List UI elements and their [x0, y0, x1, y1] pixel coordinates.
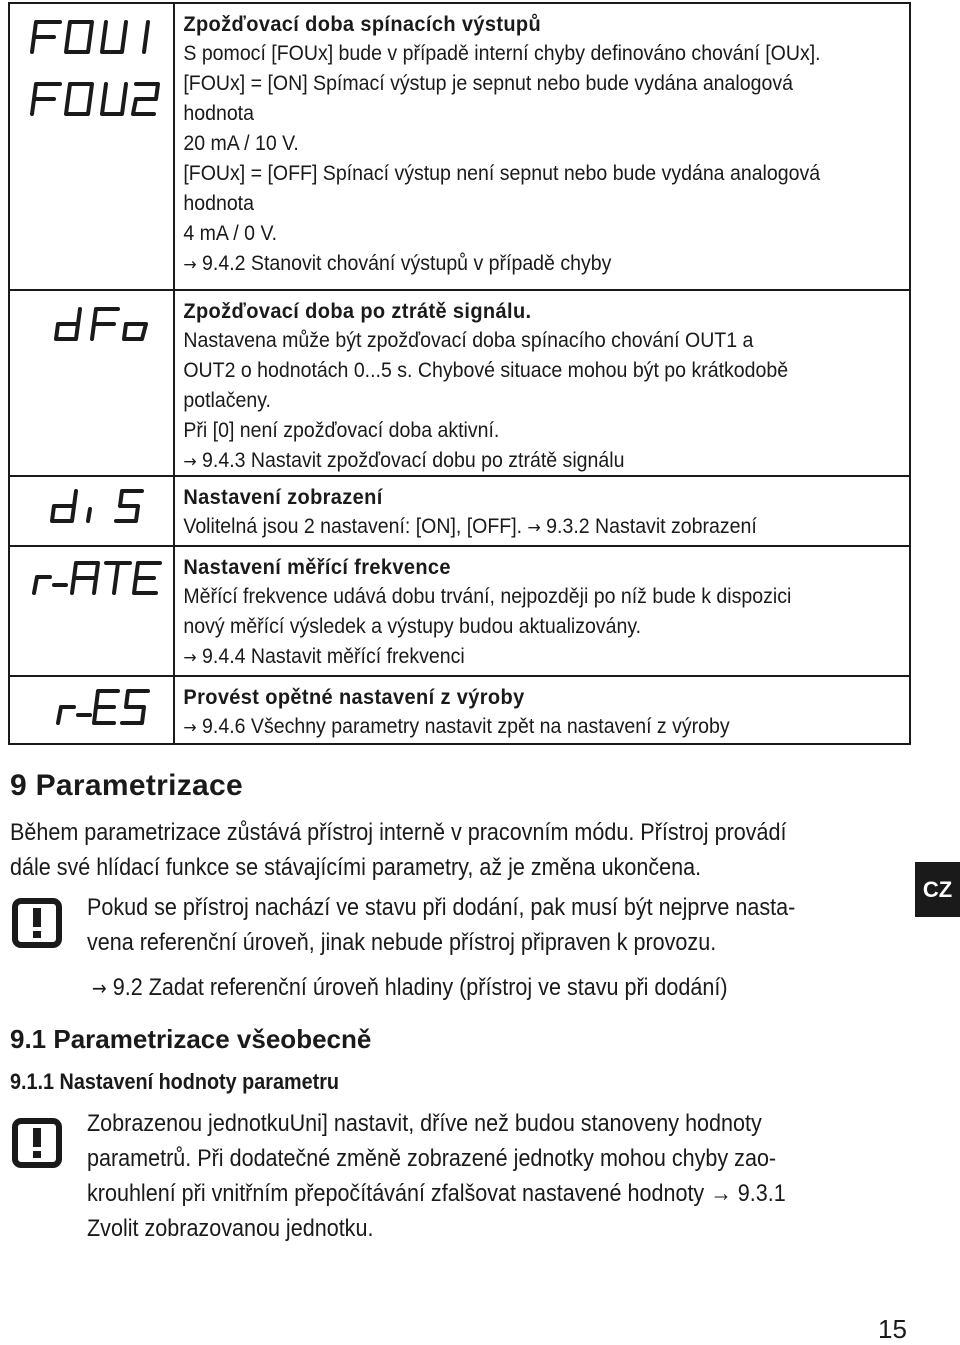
- reference-text: 9.2 Zadat referenční úroveň hladiny (přístroj ve stavu při dodání): [112, 974, 728, 1001]
- warning-line: vena referenční úroveň, jinak nebude přístroj připraven k provozu.: [87, 929, 717, 956]
- param-desc-fou: [175, 4, 858, 289]
- param-row-fou: [10, 4, 909, 289]
- warning-line: krouhlení při vnitřním přepočítávání zfalšovat nastavené hodnoty → 9.3.1: [87, 1180, 786, 1207]
- arrow-right-icon: →: [527, 518, 541, 538]
- param-reference-text: 9.4.2 Stanovit chování výstupů v případě chyby: [202, 252, 612, 275]
- warning-2-text: [87, 1106, 786, 1246]
- param-line: Měřící frekvence udává dobu trvání, nejpozději po níž bude k dispozici: [183, 585, 792, 608]
- parameter-table: [8, 2, 911, 745]
- section-title: 9 Parametrizace: [10, 769, 243, 802]
- warning-1-reference: [92, 970, 728, 1006]
- seven-segment-res-display: [10, 677, 173, 745]
- seven-segment-dfo-display: [10, 291, 173, 477]
- param-line: Nastavena může být zpožďovací doba spínacího chování OUT1 a: [183, 329, 754, 352]
- language-badge: CZ: [915, 862, 960, 917]
- param-row-res: [10, 675, 909, 743]
- intro-line: Během parametrizace zůstává přístroj interně v pracovním módu. Přístroj provádí: [10, 819, 787, 846]
- exclamation-mark-glyph: [18, 1124, 56, 1162]
- param-reference-text: 9.4.4 Nastavit měřící frekvenci: [202, 645, 465, 668]
- warning-line: Pokud se přístroj nachází ve stavu při dodání, pak musí být nejprve nasta-: [87, 894, 796, 921]
- arrow-right-icon: →: [183, 648, 197, 668]
- param-reference: [183, 712, 850, 743]
- param-desc-dfo: [175, 291, 858, 475]
- param-desc-dis: [175, 477, 858, 545]
- warning-line: Zvolit zobrazovanou jednotku.: [87, 1215, 374, 1242]
- param-reference-text: 9.4.6 Všechny parametry nastavit zpět na nastavení z výroby: [202, 715, 730, 738]
- warning-1-text: [87, 890, 795, 960]
- param-reference: [183, 446, 850, 477]
- page-number: 15: [878, 1314, 907, 1344]
- subsubsection-title: 9.1.1 Nastavení hodnoty parametru: [10, 1069, 340, 1094]
- arrow-right-icon: →: [183, 452, 197, 472]
- param-reference: [183, 249, 850, 280]
- param-line: 20 mA / 10 V.: [183, 132, 299, 155]
- seven-segment-dis-display: [10, 477, 173, 547]
- param-line: S pomocí [FOUx] bude v případě interní chyby definováno chování [OUx].: [183, 42, 821, 65]
- param-line: hodnota: [183, 192, 254, 215]
- param-title: Zpožďovací doba po ztrátě signálu.: [183, 299, 532, 323]
- param-title: Provést opětné nastavení z výroby: [183, 685, 525, 709]
- param-reference-text: 9.4.3 Nastavit zpožďovací dobu po ztrátě signálu: [202, 449, 625, 472]
- param-desc-rate: [175, 547, 858, 675]
- seven-segment-fou-display: [10, 4, 173, 289]
- seven-segment-rate-display: [10, 547, 173, 677]
- param-code-dis: [10, 477, 175, 545]
- param-code-fou: [10, 4, 175, 289]
- param-line: Při [0] není zpožďovací doba aktivní.: [183, 419, 500, 442]
- param-line-text: Volitelná jsou 2 nastavení: [ON], [OFF].: [183, 515, 523, 538]
- intro-line: dále své hlídací funkce se stávajícími parametry, až je změna ukončena.: [10, 854, 702, 881]
- param-title: Nastavení zobrazení: [183, 485, 383, 509]
- param-desc-res: [175, 677, 858, 743]
- param-line: [FOUx] = [OFF] Spínací výstup není sepnut nebo bude vydána analogová: [183, 162, 821, 185]
- param-code-dfo: [10, 291, 175, 475]
- param-code-res: [10, 677, 175, 743]
- param-line: nový měřící výsledek a výstupy budou aktualizovány.: [183, 615, 642, 638]
- section-intro: [10, 815, 786, 885]
- param-reference-text: 9.3.2 Nastavit zobrazení: [546, 515, 757, 538]
- param-code-rate: [10, 547, 175, 675]
- exclamation-icon: [12, 898, 62, 948]
- param-title: Nastavení měřící frekvence: [183, 555, 451, 579]
- exclamation-icon: [12, 1118, 62, 1168]
- warning-line: Zobrazenou jednotkuUni] nastavit, dříve než budou stanoveny hodnoty: [87, 1110, 762, 1137]
- subsection-title: 9.1 Parametrizace všeobecně: [10, 1024, 372, 1054]
- param-row-dis: [10, 475, 909, 545]
- param-reference: [183, 642, 850, 673]
- param-line: hodnota: [183, 102, 254, 125]
- arrow-right-icon: →: [183, 718, 197, 738]
- param-row-dfo: [10, 289, 909, 475]
- param-line: [FOUx] = [ON] Spímací výstup je sepnut nebo bude vydána analogová: [183, 72, 793, 95]
- param-line: 4 mA / 0 V.: [183, 222, 278, 245]
- exclamation-mark-glyph: [18, 904, 56, 942]
- arrow-right-icon: →: [183, 255, 197, 275]
- param-row-rate: [10, 545, 909, 675]
- param-line: OUT2 o hodnotách 0...5 s. Chybové situace mohou být po krátkodobě: [183, 359, 789, 382]
- param-line: [183, 512, 850, 543]
- warning-line: parametrů. Při dodatečné změně zobrazené jednotky mohou chyby zao-: [87, 1145, 777, 1172]
- param-title: Zpožďovací doba spínacích výstupů: [183, 12, 542, 36]
- param-line: potlačeny.: [183, 389, 271, 412]
- arrow-right-icon: →: [92, 976, 107, 1000]
